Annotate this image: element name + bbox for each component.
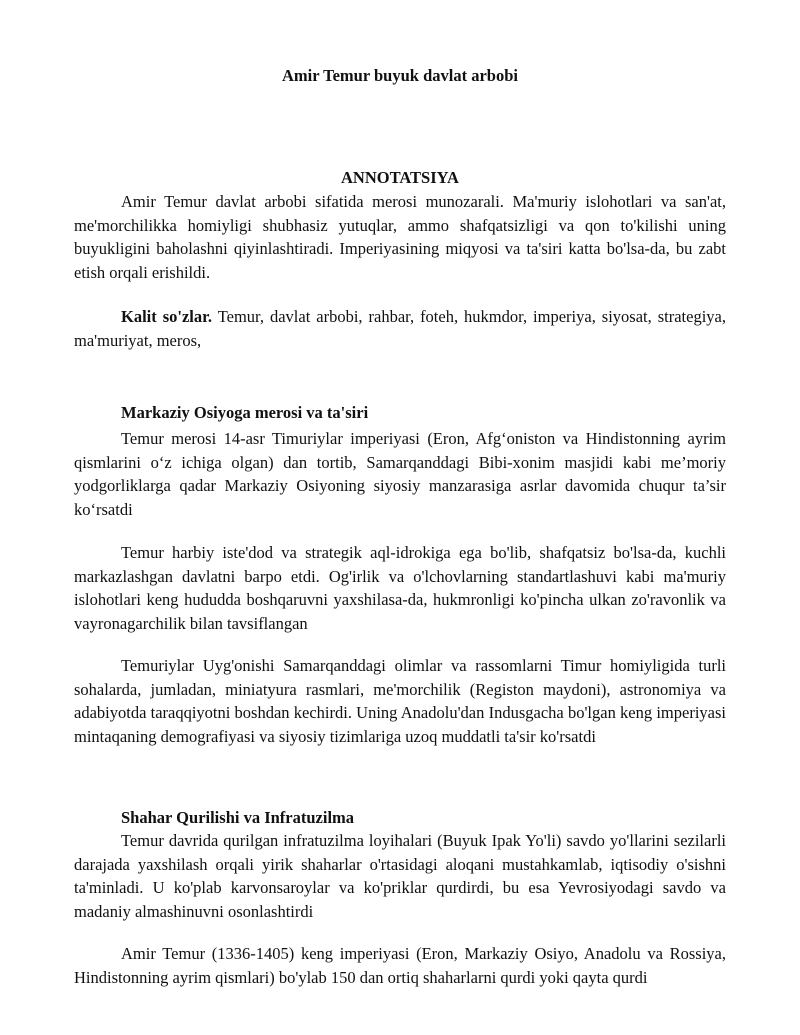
annotation-text: Amir Temur davlat arbobi sifatida merosi munozarali. Ma'muriy islohotlari va san'at, me'morchilikka homiyligi shubhasiz yutuqlar, ammo shafqatsizligi va qon to'kilishi uning buyukligini baholashni qiyinlashtiradi. Imperiyasining miqyosi va ta'siri katta bo'lsa-da, bu zabt etish orqali erishildi. [74, 192, 726, 282]
section1-paragraph-3 [74, 654, 726, 748]
keywords-label: Kalit so'zlar. [121, 307, 213, 326]
keywords-text: Temur, davlat arbobi, rahbar, foteh, hukmdor, imperiya, siyosat, strategiya, ma'muriyat, meros, [74, 307, 726, 350]
annotation-heading: ANNOTATSIYA [341, 168, 459, 187]
section1-p3-text: Temuriylar Uyg'onishi Samarqanddagi olimlar va rassomlarni Timur homiyligida turli sohalarda, jumladan, miniatyura rasmlari, me'morchilik (Registon maydoni), astronomiya va adabiyotda taraqqiyotni boshdan kechirdi. Uning Anadolu'dan Indusgacha bo'lgan keng imperiyasi mintaqaning demografiyasi va siyosiy tizimlariga uzoq muddatli ta'sir ko'rsatdi [74, 656, 726, 746]
section1-paragraph-2 [74, 541, 726, 635]
keywords-paragraph [74, 305, 726, 352]
section2-paragraph-1 [74, 829, 726, 923]
section2-p1-text: Temur davrida qurilgan infratuzilma loyihalari (Buyuk Ipak Yo'li) savdo yo'llarini sezilarli darajada yaxshilash orqali yirik shaharlar o'rtasidagi aloqani mustahkamlab, iqtisodiy o'sishni ta'minladi. U ko'plab karvonsaroylar va ko'priklar qurdirdi, bu esa Yevrosiyodagi savdo va madaniy almashinuvni osonlashtirdi [74, 831, 726, 921]
section1-p2-text: Temur harbiy iste'dod va strategik aql-idrokiga ega bo'lib, shafqatsiz bo'lsa-da, kuchli markazlashgan davlatni barpo etdi. Og'irlik va o'lchovlarning standartlashuvi kabi ma'muriy islohotlari keng hududda boshqaruvni yaxshilasa-da, hukmronligi ko'pincha ulkan zo'ravonlik va vayronagarchilik bilan tavsiflangan [74, 543, 726, 633]
section-heading-legacy: Markaziy Osiyoga merosi va ta'siri [121, 403, 369, 422]
annotation-paragraph [74, 190, 726, 284]
section1-paragraph-1 [74, 427, 726, 521]
section2-p2-text: Amir Temur (1336-1405) keng imperiyasi (Eron, Markaziy Osiyo, Anadolu va Rossiya, Hindistonning ayrim qismlari) bo'ylab 150 dan ortiq shaharlarni qurdi yoki qayta qurdi [74, 944, 726, 987]
section-heading-infrastructure: Shahar Qurilishi va Infratuzilma [121, 808, 355, 827]
section1-p1-text: Temur merosi 14-asr Timuriylar imperiyasi (Eron, Afg‘oniston va Hindistonning ayrim qismlarini o‘z ichiga olgan) dan tortib, Samarqanddagi Bibi-xonim masjidi kabi me’moriy yodgorliklarga qadar Markaziy Osiyoning siyosiy manzarasiga asrlar davomida chuqur ta’sir ko‘rsatdi [74, 429, 726, 519]
document-title: Amir Temur buyuk davlat arbobi [282, 66, 518, 85]
section2-paragraph-2 [74, 942, 726, 989]
